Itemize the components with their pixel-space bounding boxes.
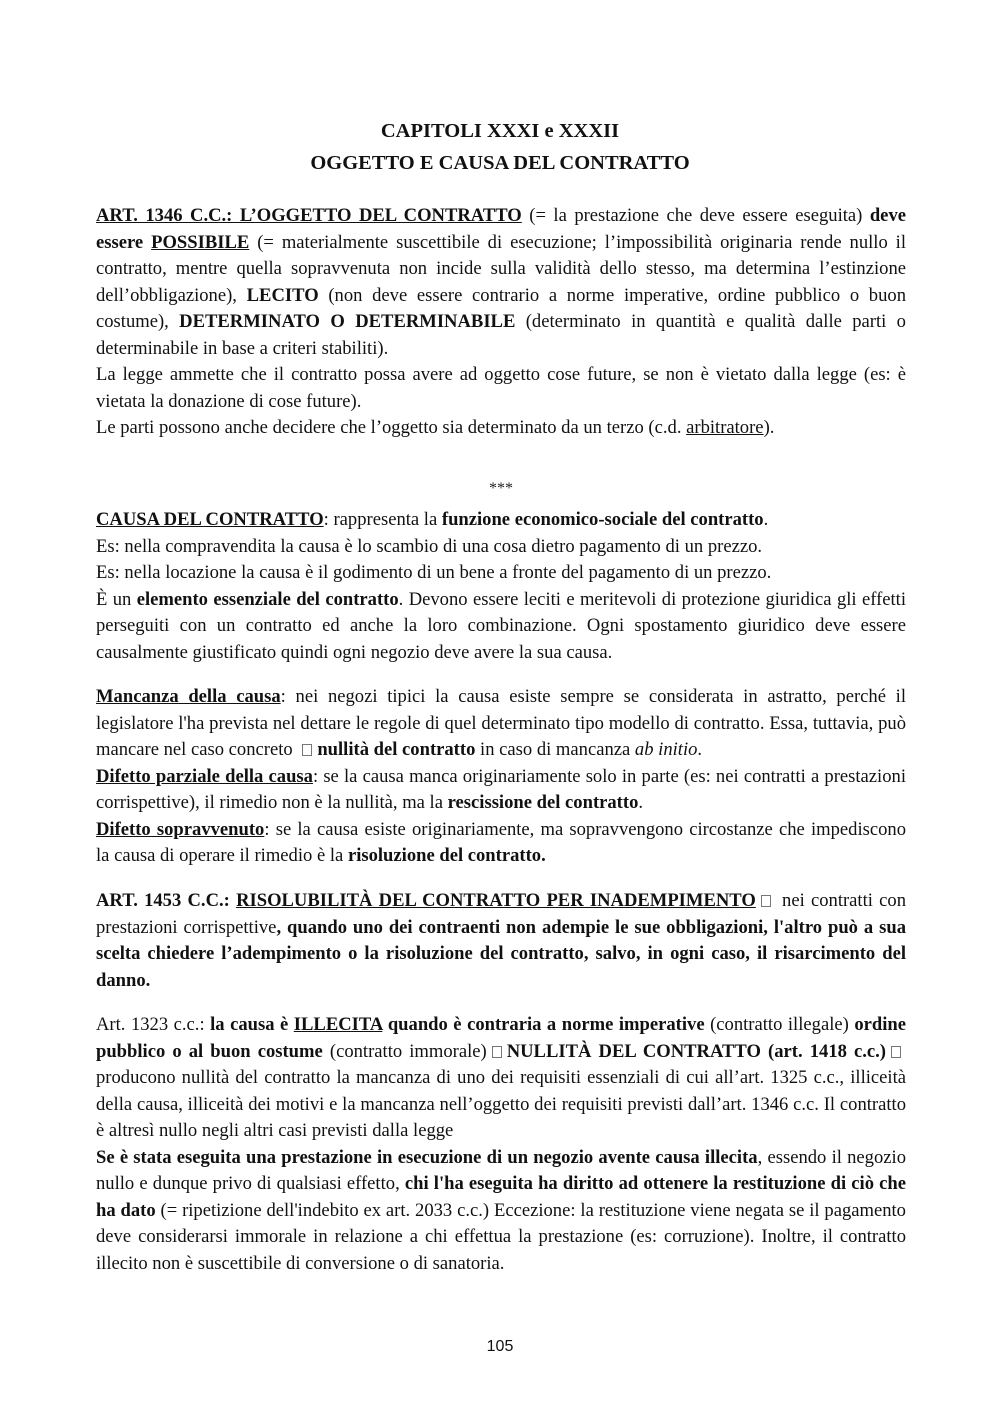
paragraph-difetto-sopravvenuto: Difetto sopravvenuto: se la causa esiste originariamente, ma sopravvengono circostanze che impediscono la causa di operare il rimedio è la risoluzione del contratto. xyxy=(96,818,907,866)
section-art-1323 xyxy=(96,1012,906,1277)
arrow-icon xyxy=(761,895,771,907)
heading-difetto-parziale: Difetto parziale della causa xyxy=(96,765,313,787)
section-art-1453 xyxy=(96,888,906,994)
paragraph-difetto-parziale: Difetto parziale della causa: se la causa manca originariamente solo in parte (es: nei contratti a prestazioni corrispettive), il rimedio non è la nullità, ma la rescissione del contratto. xyxy=(96,765,906,813)
paragraph-causa-definizione: CAUSA DEL CONTRATTO: rappresenta la funzione economico-sociale del contratto. xyxy=(96,509,769,530)
paragraph-oggetto: ART. 1346 C.C.: L’OGGETTO DEL CONTRATTO (= la prestazione che deve essere eseguita) deve essere POSSIBILE (= materialmente suscettibile di esecuzione; l’impossibilità originaria rende nullo il contratto, mentre quella sopravvenuta non incide sulla validità dello stesso, ma determina l’estinzione dell’obbligazione), LECITO (non deve essere contrario a norme imperative, ordine pubblico o buon costume), DETERMINATO O DETERMINABILE (determinato in quantità e qualità dalle parti o determinabile in base a criteri stabiliti). xyxy=(96,205,907,359)
heading-mancanza: Mancanza della causa xyxy=(96,686,281,707)
example-compravendita: Es: nella compravendita la causa è lo scambio di una cosa dietro pagamento di un prezzo. xyxy=(96,535,763,557)
paragraph-cose-future: La legge ammette che il contratto possa avere ad oggetto cose future, se non è vietato dalla legge (es: è vietata la donazione di cose future). xyxy=(96,364,906,412)
arrow-icon xyxy=(492,1046,502,1058)
arrow-icon xyxy=(891,1046,901,1058)
arrow-icon xyxy=(302,744,312,756)
heading-art-1346: ART. 1346 C.C.: L’OGGETTO DEL CONTRATTO xyxy=(96,205,522,226)
example-locazione: Es: nella locazione la causa è il godimento di un bene a fronte del pagamento di un prezzo. xyxy=(96,562,772,583)
section-causa xyxy=(96,507,906,666)
section-separator: *** xyxy=(489,480,513,497)
section-mancanza xyxy=(96,684,906,870)
paragraph-risolubilita: ART. 1453 C.C.: RISOLUBILITÀ DEL CONTRATTO PER INADEMPIMENTO nei contratti con prestazioni corrispettive, quando uno dei contraenti non adempie le sue obbligazioni, l'altro può a sua scelta chiedere l’adempimento o la risoluzione del contratto, salvo, in ogni caso, il risarcimento del danno. xyxy=(96,890,907,991)
chapter-title: CAPITOLI XXXI e XXXII xyxy=(380,120,620,142)
paragraph-restituzione: Se è stata eseguita una prestazione in esecuzione di un negozio avente causa illecita, essendo il negozio nullo e dunque privo di qualsiasi effetto, chi l'ha eseguita ha diritto ad ottenere la restituzione di ciò che ha dato (= ripetizione dell'indebito ex art. 2033 c.c.) Eccezione: la restituzione viene negata se il pagamento deve considerarsi immorale in relazione a chi effettua la prestazione (es: corruzione). Inoltre, il contratto illecito non è suscettibile di conversione o di sanatoria. xyxy=(96,1146,906,1274)
chapter-subtitle: OGGETTO E CAUSA DEL CONTRATTO xyxy=(310,152,690,174)
paragraph-elemento-essenziale: È un elemento essenziale del contratto. Devono essere leciti e meritevoli di protezione giuridica gli effetti perseguiti con un contratto ed anche la loro combinazione. Ogni spostamento giuridico deve essere causalmente giustificato quindi ogni negozio deve avere la sua causa. xyxy=(96,588,907,663)
heading-difetto-sopravvenuto: Difetto sopravvenuto xyxy=(96,818,265,840)
heading-art-1453: ART. 1453 C.C.: xyxy=(96,890,230,911)
paragraph-arbitratore: Le parti possono anche decidere che l’oggetto sia determinato da un terzo (c.d. arbitratore). xyxy=(96,417,775,438)
paragraph-causa-illecita: Art. 1323 c.c.: la causa è ILLECITA quando è contraria a norme imperative (contratto illegale) ordine pubblico o al buon costume (contratto immorale) NULLITÀ DEL CONTRATTO (art. 1418 c.c.)producono nullità del contratto la mancanza di uno dei requisiti essenziali di cui all’art. 1325 c.c., illiceità della causa, illiceità dei motivi e la mancanza nell’oggetto dei requisiti previsti dall’art. 1346 c.c. Il contratto è altresì nullo negli altri casi previsti dalla legge xyxy=(96,1014,906,1141)
section-art-1346 xyxy=(96,203,906,442)
heading-causa: CAUSA DEL CONTRATTO xyxy=(96,509,324,530)
paragraph-mancanza: Mancanza della causa: nei negozi tipici la causa esiste sempre se considerata in astratto, perché il legislatore l'ha prevista nel dettare le regole di quel determinato tipo modello di contratto. Essa, tuttavia, può mancare nel caso concreto nullità del contratto in caso di mancanza ab initio. xyxy=(96,686,906,760)
page-number: 105 xyxy=(486,1338,514,1355)
